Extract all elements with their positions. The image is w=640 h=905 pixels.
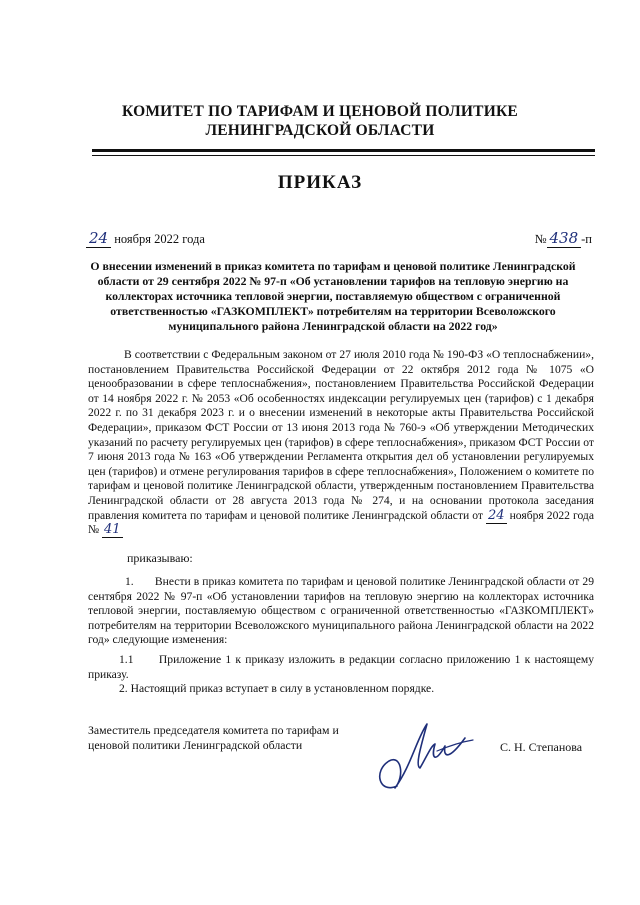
order-date (86, 229, 205, 248)
basis-text: В соответствии с Федеральным законом от 27 июля 2010 года № 190-ФЗ «О теплоснабжении», постановлением Правительства Российской Федерации от 22 октября 2012 года № 1075 «О ценообразовании в сфере теплоснабжения», постановлением Правительства Российской Федерации от 14 ноября 2022 г. № 2053 «Об особенностях индексации регулируемых цен (тарифов) с 1 декабря 2022 г. по 31 декабря 2023 г. и о внесении изменений в некоторые акты Правительства Российской Федерации», приказом ФСТ России от 13 июня 2013 года № 760-э «Об утверждении Методических указаний по расчету регулируемых цен (тарифов) в сфере теплоснабжения», приказом ФСТ России от 7 июня 2013 года № 163 «Об утверждении Регламента открытия дел об установлении регулируемых цен (тарифов) и отмене регулирования тарифов в сфере теплоснабжения», Положением о комитете по тарифам и ценовой политике Ленинградской области, утвержденным постановлением Правительства Ленинградской области от 28 августа 2013 года № 274, и на основании протокола заседания правления комитета по тарифам и ценовой политике Ленинградской области от (88, 348, 594, 522)
org-name-line1: КОМИТЕТ ПО ТАРИФАМ И ЦЕНОВОЙ ПОЛИТИКЕ (122, 103, 518, 120)
handwritten-day: 24 (86, 229, 111, 248)
order-item-2: 2. Настоящий приказ вступает в силу в установленном порядке. (119, 682, 435, 695)
handwritten-number: 438 (547, 229, 582, 248)
order-subject: О внесении изменений в приказ комитета по тарифам и ценовой политике Ленинградской области от 29 сентября 2022 № 97-п «Об установлении тарифов на тепловую энергию на коллекторах источника тепловой энергии, поставляемую обществом с ограниченной ответственностью «ГАЗКОМПЛЕКТ» потребителям на территории Всеволожского муниципального района Ленинградской области на 2022 год» (90, 259, 576, 333)
order-item-1: 1. Внести в приказ комитета по тарифам и ценовой политике Ленинградской области от 29 сентября 2022 № 97-п «Об установлении тарифов на тепловую энергию на коллекторах источника тепловой энергии, поставляемую обществом с ограниченной ответственностью «ГАЗКОМПЛЕКТ» потребителям на территории Всеволожского муниципального района Ленинградской области на 2022 год» следующие изменения: (88, 575, 594, 647)
signatory-role (88, 723, 339, 753)
handwritten-protocol-day: 24 (488, 507, 505, 523)
basis-mid-text: ноября 2022 года № (88, 508, 594, 537)
header-rule-thick (92, 149, 595, 152)
handwritten-signature (365, 716, 475, 796)
number-prefix: № (534, 232, 547, 246)
legal-basis-paragraph (88, 348, 594, 538)
order-number (535, 229, 592, 248)
signatory-role-line1: Заместитель председателя комитета по тарифам и (88, 723, 339, 737)
order-word: приказываю: (127, 551, 193, 565)
date-text: ноября 2022 года (114, 232, 205, 246)
document-title: ПРИКАЗ (277, 172, 363, 193)
header-rule-thin (92, 155, 595, 156)
signatory-name: С. Н. Степанова (500, 740, 583, 754)
org-name-line2: ЛЕНИНГРАДСКОЙ ОБЛАСТИ (205, 122, 435, 139)
signatory-role-line2: ценовой политики Ленинградской области (88, 738, 303, 752)
number-suffix: -п (581, 232, 592, 246)
order-item-1-1: 1.1 Приложение 1 к приказу изложить в редакции согласно приложению 1 к настоящему приказу. (88, 653, 594, 681)
handwritten-protocol-number: 41 (103, 522, 121, 538)
